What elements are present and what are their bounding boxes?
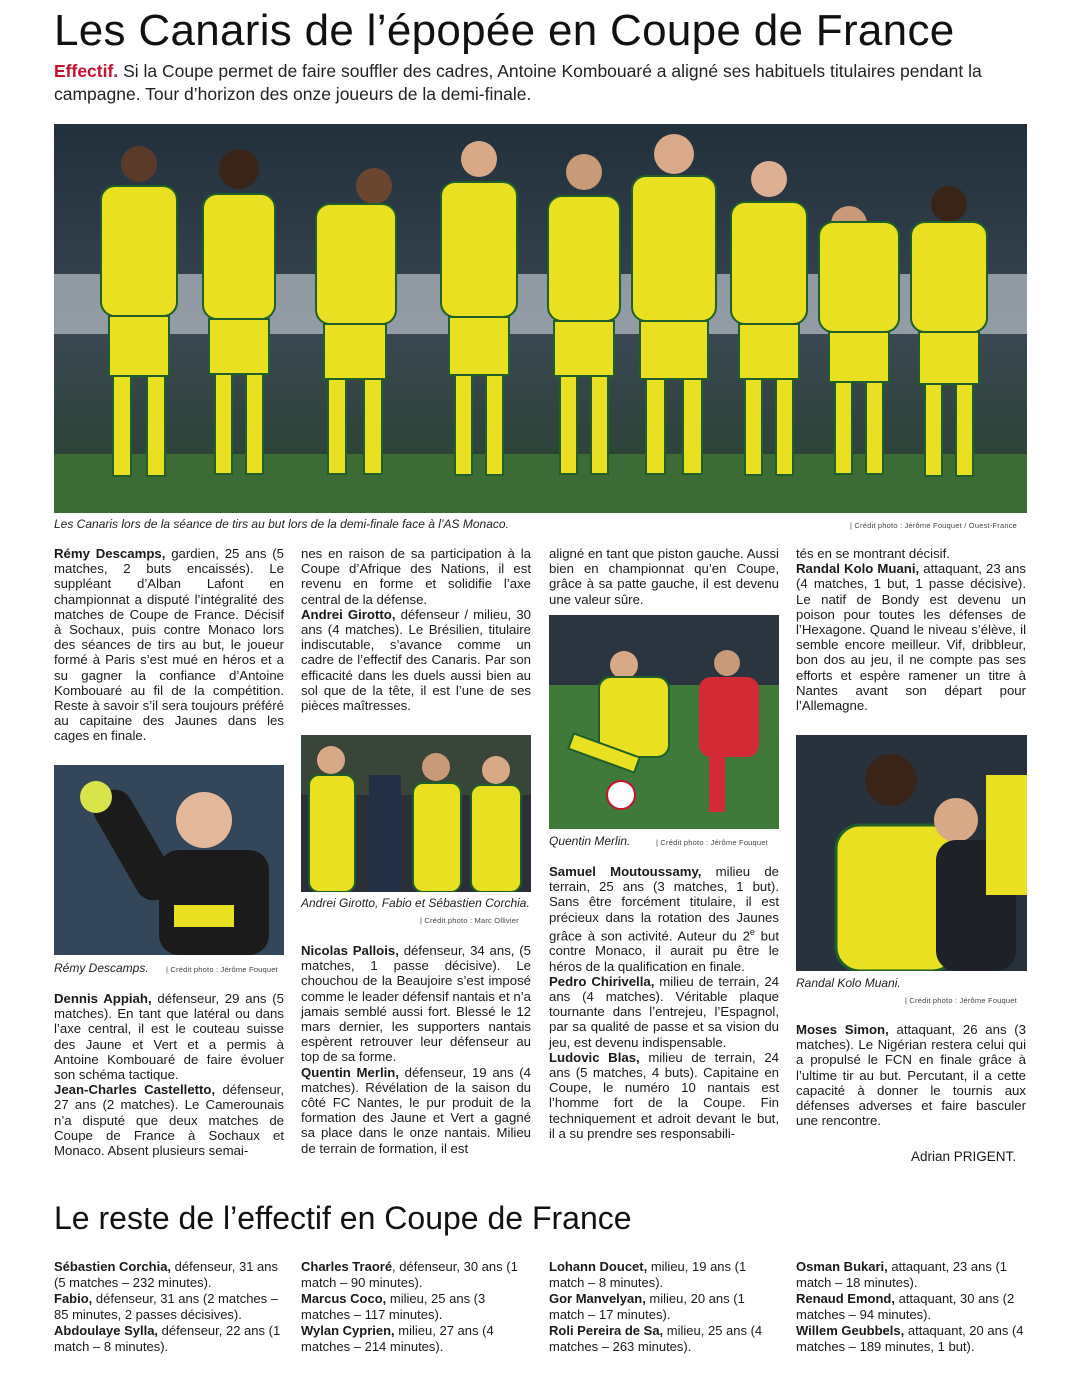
player-name: Rémy Descamps, [54,546,166,561]
player-text: défenseur, 19 ans (4 matches). Révélation de la saison du côté FC Nantes, le pur produit de la formation des Jaune et Vert a gagné sa place dans le onze nantais. Milieu de terrain de formation, il est [301,1064,531,1156]
rest-name: Wylan Cyprien, [301,1323,395,1338]
rest-text: milieu, 27 ans (4 matches – 214 minutes). [301,1323,494,1354]
rest-column-1 [54,1259,289,1355]
player-text: défenseur / milieu, 30 ans (4 matches). Le Brésilien, titulaire indiscutable, s’avance comme un cadre de l’effectif des Canaris. Par son efficacité dans les duels aussi bien au sol que de la tête, il est l’une de ses pièces maîtresses. [301,606,531,714]
girotto-photo [301,735,531,892]
rest-item [54,1259,289,1291]
rest-item [301,1323,526,1355]
player-descamps [54,546,284,744]
player-name: Andrei Girotto, [301,606,396,622]
player-name: Quentin Merlin, [301,1064,399,1080]
player-text: aligné en tant que piston gauche. Aussi bien en championnat qu’en Coupe, grâce à sa patte gauche, il est devenu une valeur sûre. [549,546,779,607]
rest-text: milieu, 19 ans (1 match – 8 minutes). [549,1259,747,1290]
descamps-caption: Rémy Descamps. [54,961,149,975]
girotto-credit: | Crédit photo : Marc Ollivier [420,916,519,925]
kolo-photo-illustration [796,735,1027,971]
player-name: Pedro Chirivella, [549,973,655,989]
rest-item [796,1259,1028,1291]
rest-name: Marcus Coco, [301,1291,387,1306]
kolo-photo [796,735,1027,971]
descamps-credit: | Crédit photo : Jérôme Fouquet [166,965,278,974]
rest-name: Abdoulaye Sylla, [54,1323,159,1338]
player-text: défenseur, 34 ans, (5 matches, 1 passe décisive). Le chouchou de la Beaujoire s’est imposé comme le leader défensif nantais et n’a jamais semblé aussi fort. Blessé le 12 mars dernier, les supporters nantais espèrent retrouver leur défenseur au top de sa forme. [301,943,531,1065]
rest-item [54,1323,289,1355]
column-4-top [796,546,1026,713]
rest-name: Roli Pereira de Sa, [549,1323,664,1338]
kolo-caption: Randal Kolo Muani. [796,976,901,990]
team-photo [54,124,1027,513]
player-appiah [54,991,284,1082]
rest-name: Willem Geubbels, [796,1323,905,1338]
rest-name: Fabio, [54,1291,93,1306]
rest-name: Osman Bukari, [796,1259,888,1274]
player-text: milieu de terrain, 25 ans (3 matches, 1 but). Sans être forcément titulaire, il est précieux dans la rotation des Jaunes grâce à son activité. Auteur du 2 [549,864,779,944]
rest-column-2 [301,1259,526,1355]
standfirst-text: Si la Coupe permet de faire souffler des cadres, Antoine Kombouaré a aligné ses habituels titulaires pendant la campagne. Tour d’horizon des onze joueurs de la demi-finale. [54,61,982,104]
kolo-credit: | Crédit photo : Jérôme Fouquet [905,996,1017,1005]
player-moutoussamy [549,864,779,974]
player-text-cont: but contre Monaco, il aurait pu être le héros de la qualification en finale. [549,928,780,974]
player-name: Nicolas Pallois, [301,943,399,958]
player-text: tés en se montrant décisif. [796,546,950,561]
team-photo-credit: | Crédit photo : Jérôme Fouquet / Ouest-France [850,521,1018,530]
player-merlin [301,1065,531,1156]
rest-text: défenseur, 31 ans (5 matches – 232 minutes). [54,1259,279,1290]
girotto-photo-illustration [301,735,531,892]
player-name: Moses Simon, [796,1022,889,1037]
rest-name: Charles Traoré [301,1259,393,1274]
rest-text: attaquant, 30 ans (2 matches – 94 minutes). [796,1291,1015,1322]
player-name: Jean-Charles Castelletto, [54,1082,216,1098]
rest-text: milieu, 25 ans (4 matches – 263 minutes). [549,1323,763,1354]
descamps-photo [54,765,284,955]
column-2-top [301,546,531,713]
player-text: milieu de terrain, 24 ans (4 matches). Véritable plaque tournante dans l’entrejeu, l’Espagnol, par sa qualité de passe et sa vision du jeu, est devenu indispensable. [549,973,779,1050]
team-photo-illustration [54,124,1027,513]
merlin-credit: | Crédit photo : Jérôme Fouquet [656,838,768,847]
article-title: Les Canaris de l’épopée en Coupe de France [54,6,955,55]
girotto-caption [301,896,531,911]
player-simon [796,1022,1026,1128]
merlin-photo-illustration [549,615,779,829]
player-girotto [301,607,531,713]
player-name: Randal Kolo Muani, [796,561,920,577]
rest-column-4 [796,1259,1028,1355]
rest-text: milieu, 25 ans (3 matches – 117 minutes). [301,1291,486,1322]
rest-text: attaquant, 20 ans (4 matches – 189 minutes, 1 but). [796,1323,1024,1354]
team-photo-caption: Les Canaris lors de la séance de tirs au but lors de la demi-finale face à l’AS Monaco. [54,517,509,531]
rest-text: milieu, 20 ans (1 match – 17 minutes). [549,1291,745,1322]
player-text: défenseur, 29 ans (5 matches). En tant que latéral ou dans l’axe central, il est le couteau suisse des Jaune et Vert et a permis à Antoine Kombouaré de faire évoluer son schéma tactique. [54,991,285,1083]
column-4-bottom [796,1022,1026,1128]
standfirst-keyword: Effectif. [54,61,119,81]
player-merlin-cont [549,546,779,607]
rest-item [796,1323,1028,1355]
player-text: défenseur, 27 ans (2 matches). Le Camerounais n’a disputé que deux matches de Coupe de France à Sochaux et Monaco. Absent plusieurs semai- [54,1082,284,1159]
player-text: nes en raison de sa participation à la Coupe d’Afrique des Nations, il est revenu en forme et solidifie l’axe central de la défense. [301,546,531,607]
rest-text: défenseur, 31 ans (2 matches – 85 minutes, 2 passes décisives). [54,1291,279,1322]
player-castelletto [54,1082,284,1158]
rest-name: Lohann Doucet, [549,1259,648,1274]
player-text: attaquant, 26 ans (3 matches). Le Nigérian restera celui qui a propulsé le FCN en finale grâce à l’ultime tir au but. Percutant, il a cette capacité à donner le tournis aux défenses adverses et faire basculer une rencontre. [796,1022,1026,1129]
rest-name: Gor Manvelyan, [549,1291,646,1306]
rest-text: attaquant, 23 ans (1 match – 18 minutes). [796,1259,1008,1290]
rest-title: Le reste de l’effectif en Coupe de France [54,1200,632,1236]
player-text: milieu de terrain, 24 ans (5 matches, 4 buts). Capitaine en Coupe, le numéro 10 nantais est l’homme fort de la Coupe. Fin techniquement et adroit devant le but, il a su prendre ses responsabili- [549,1049,779,1141]
rest-item [549,1323,774,1355]
player-name: Dennis Appiah, [54,991,152,1006]
column-1-top [54,546,284,744]
player-kolo-muani [796,561,1026,713]
rest-item [549,1291,774,1323]
player-text: attaquant, 23 ans (4 matches, 1 but, 1 passe décisive). Le natif de Bondy est devenu un poison pour toutes les défenses de l’Hexagone. Quand le niveau s’élève, il semble encore meilleur. Vif, dribbleur, bon dos au jeu, il ne compte pas ses efforts et espère ramener un titre à Nantes avant son départ pour l’Allemagne. [796,561,1026,714]
rest-text: défenseur, 22 ans (1 match – 8 minutes). [54,1323,281,1354]
player-name: Ludovic Blas, [549,1049,640,1065]
rest-item [796,1291,1028,1323]
rest-text: , défenseur, 30 ans (1 match – 90 minutes). [301,1259,518,1290]
rest-column-3 [549,1259,774,1355]
superscript: e [749,926,755,937]
column-2-bottom [301,943,531,1156]
player-castelletto-cont [301,546,531,607]
rest-name: Renaud Emond, [796,1291,895,1306]
player-text: gardien, 25 ans (5 matches, 2 buts encaissés). Le suppléant d’Alban Lafont en championnat a disputé l’intégralité des matches de Coupe de France. Décisif à Sochaux, puis contre Monaco lors des séances de tirs au but, le joueur formé à Paris s’est mué en héros et a su gagner la confiance d’Antoine Kombouaré au fil de la compétition. Reste à savoir s’il sera toujours préféré au capitaine des Jaunes dans les cages en finale. [54,546,284,744]
player-blas [549,1050,779,1141]
merlin-photo [549,615,779,829]
rest-item [301,1259,526,1291]
article-standfirst [54,60,1014,106]
rest-item [54,1291,289,1323]
author-signature: Adrian PRIGENT. [911,1149,1017,1164]
column-1-bottom [54,991,284,1158]
rest-name: Sébastien Corchia, [54,1259,172,1274]
rest-item [549,1259,774,1291]
merlin-caption: Quentin Merlin. [549,834,631,848]
player-pallois [301,943,531,1065]
rest-item [301,1291,526,1323]
player-blas-cont [796,546,1026,561]
player-chirivella [549,974,779,1050]
column-3-bottom [549,864,779,1141]
player-name: Samuel Moutoussamy, [549,864,702,879]
girotto-caption-text: Andrei Girotto, Fabio et Sébastien Corchia. [301,896,530,910]
column-3-top [549,546,779,607]
descamps-photo-illustration [54,765,284,955]
